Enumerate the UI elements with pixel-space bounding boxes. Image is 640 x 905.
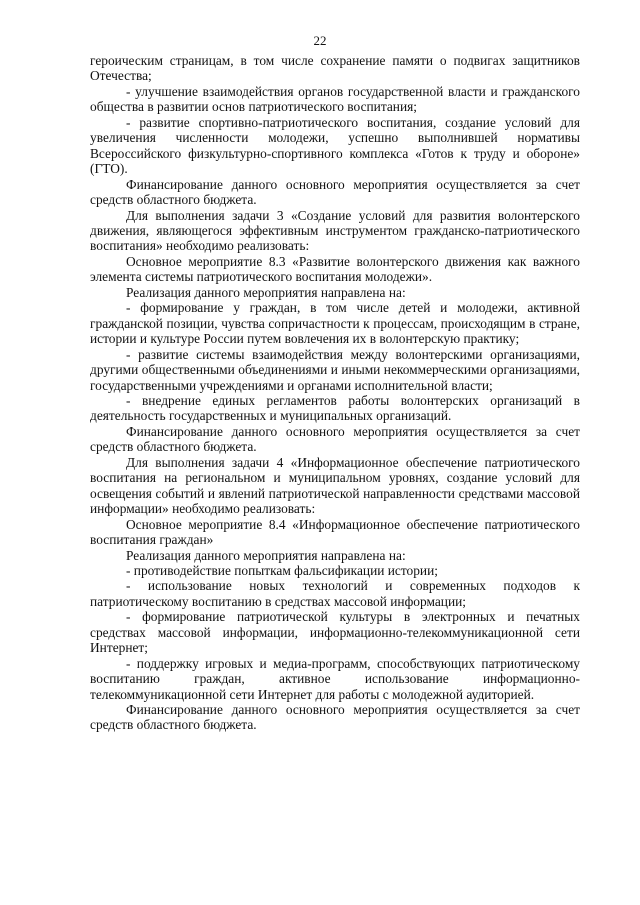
paragraph: - формирование у граждан, в том числе детей и молодежи, активной гражданской позиции, чувства сопричастности к процессам, происходящим в стране, истории и культуре России путем вовлечения их в волонтерскую практику; bbox=[90, 300, 580, 347]
paragraph: - улучшение взаимодействия органов государственной власти и гражданского общества в развитии основ патриотического воспитания; bbox=[90, 83, 580, 115]
paragraph: Реализация данного мероприятия направлена на: bbox=[126, 547, 406, 563]
paragraph: - поддержку игровых и медиа-программ, способствующих патриотическому воспитанию граждан, активное использование информационно-телекоммуникационной сети Интернет для работы с молодежной аудиторией. bbox=[90, 655, 580, 702]
paragraph: героическим страницам, в том числе сохранение памяти о подвигах защитников Отечества; bbox=[90, 53, 580, 84]
paragraph: Основное мероприятие 8.3 «Развитие волонтерского движения как важного элемента системы патриотического воспитания молодежи». bbox=[90, 253, 580, 285]
paragraph: Для выполнения задачи 4 «Информационное обеспечение патриотического воспитания на региональном и муниципальном уровнях, создание условий для освещения событий и явлений патриотической направленности средствами массовой информации» необходимо реализовать: bbox=[90, 454, 580, 517]
paragraph: Финансирование данного основного мероприятия осуществляется за счет средств областного бюджета. bbox=[90, 702, 580, 733]
paragraph: - формирование патриотической культуры в электронных и печатных средствах массовой информации, информационно-телекоммуникационной сети Интернет; bbox=[90, 609, 580, 656]
paragraph: - внедрение единых регламентов работы волонтерских организаций в деятельность государственных и муниципальных организаций. bbox=[90, 392, 580, 424]
paragraph: - развитие системы взаимодействия между волонтерскими организациями, другими общественными объединениями и иными некоммерческими организациями, государственными учреждениями и органами исполнительной власти; bbox=[90, 346, 580, 393]
paragraph: Реализация данного мероприятия направлена на: bbox=[126, 284, 406, 300]
paragraph: Финансирование данного основного мероприятия осуществляется за счет средств областного бюджета. bbox=[90, 423, 580, 455]
paragraph: Основное мероприятие 8.4 «Информационное обеспечение патриотического воспитания граждан» bbox=[90, 516, 580, 548]
paragraph: Для выполнения задачи 3 «Создание условий для развития волонтерского движения, являющегося эффективным инструментом гражданско-патриотического воспитания» необходимо реализовать: bbox=[90, 207, 580, 254]
paragraph: Финансирование данного основного мероприятия осуществляется за счет средств областного бюджета. bbox=[90, 176, 580, 208]
paragraph: - противодействие попыткам фальсификации истории; bbox=[126, 562, 438, 578]
document-body bbox=[90, 53, 580, 733]
paragraph: - развитие спортивно-патриотического воспитания, создание условий для увеличения численности молодежи, успешно выполнившей нормативы Всероссийского физкультурно-спортивного комплекса «Готов к труду и обороне» (ГТО). bbox=[90, 114, 580, 177]
page-number: 22 bbox=[313, 33, 327, 48]
paragraph: - использование новых технологий и современных подходов к патриотическому воспитанию в средствах массовой информации; bbox=[90, 578, 580, 609]
